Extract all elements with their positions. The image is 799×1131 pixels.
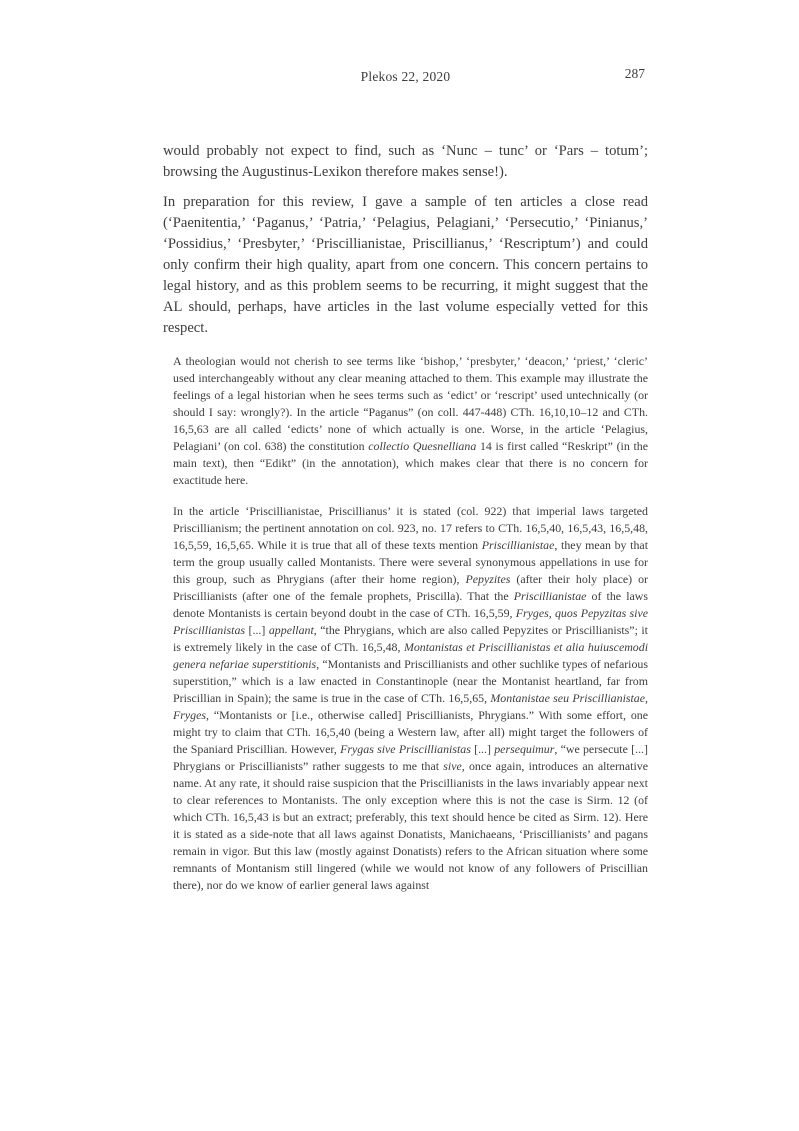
text-run: of the laws denote Montanists is certain beyond doubt in the case of CTh. 16,5,59, bbox=[173, 589, 648, 620]
text-run: In the article ‘Priscillianistae, Priscillianus’ it is stated (col. 922) that imperial laws targeted Priscillianism; the pertinent annotation on col. 923, no. 17 refers to CTh. 16,5,40, 16,5,43, 16,5,48, 16,5,59, 16,5,65. While it is true that all of these texts mention bbox=[173, 504, 648, 552]
text-run: A theologian would not cherish to see terms like ‘bishop,’ ‘presbyter,’ ‘deacon,’ ‘priest,’ ‘cleric’ used interchangeably without any clear meaning attached to them. This example may illustrate the feelings of a legal historian when he sees terms such as ‘edict’ or ‘rescript’ used untechnically (or should I say: wrongly?). In the article “Paganus” (on coll. 447-448) CTh. 16,10,10–12 and CTh. 16,5,63 are all called ‘edicts’ none of which actually is one. Worse, in the article ‘Pelagius, Pelagiani’ (on col. 638) the constitution bbox=[173, 354, 648, 453]
italic-text-run: appellant bbox=[268, 623, 314, 637]
italic-text-run: Priscillianistae bbox=[513, 589, 587, 603]
page-number: 287 bbox=[624, 66, 645, 81]
text-run: 14 is first called “Reskript” (in the main text), then “Edikt” (in the annotation), which makes clear that there is no concern for exactitude here. bbox=[173, 439, 648, 487]
body-paragraph bbox=[163, 141, 648, 183]
italic-text-run: Pepyzites bbox=[465, 572, 511, 586]
body-paragraph bbox=[163, 192, 648, 339]
italic-text-run: sive bbox=[443, 759, 462, 773]
italic-text-run: Montanistae seu Priscillianistae, Fryges bbox=[173, 691, 649, 722]
text-run: , “Montanists and Priscillianists and other suchlike types of nefarious superstition,” which is a law enacted in Constantinople (near the Montanist heartland, far from Priscillian in Spain); the same is true in the case of CTh. 16,5,65, bbox=[173, 657, 649, 705]
running-head bbox=[163, 66, 648, 86]
small-print-paragraph bbox=[173, 353, 648, 489]
text-run: would probably not expect to find, such as ‘Nunc – tunc’ or ‘Pars – totum’; browsing the Augustinus-Lexikon therefore makes sense!). bbox=[163, 143, 648, 180]
text-run: In preparation for this review, I gave a sample of ten articles a close read (‘Paenitentia,’ ‘Paganus,’ ‘Patria,’ ‘Pelagius, Pelagiani,’ ‘Persecutio,’ ‘Pinianus,’ ‘Possidius,’ ‘Presbyter,’ ‘Priscillianistae, Priscillianus,’ ‘Rescriptum’) and could only confirm their high quality, apart from one concern. This concern pertains to legal history, and as this problem seems to be recurring, it might suggest that the AL should, perhaps, have articles in the last volume especially vetted for this respect. bbox=[163, 194, 648, 336]
journal-running-title: Plekos 22, 2020 bbox=[360, 69, 451, 84]
italic-text-run: Priscillianistae bbox=[481, 538, 555, 552]
text-run: [...] bbox=[245, 623, 269, 637]
small-print-paragraph bbox=[173, 503, 648, 894]
text-run: , “we persecute [...] Phrygians or Priscillianists” rather suggests to me that bbox=[173, 742, 648, 773]
italic-text-run: collectio Quesnelliana bbox=[368, 439, 477, 453]
text-run: , “the Phrygians, which are also called Pepyzites or Priscillianists”; it is extremely likely in the case of CTh. 16,5,48, bbox=[173, 623, 648, 654]
text-run: , once again, introduces an alternative name. At any rate, it should raise suspicion that the Priscillianists in the laws invariably appear next to clear references to Montanists. The only exception where this is not the case is Sirm. 12 (of which CTh. 16,5,43 is but an extract; preferably, this text should hence be cited as Sirm. 12). Here it is stated as a side-note that all laws against Donatists, Manichaeans, ‘Priscillianists’ and pagans remain in vigor. But this law (mostly against Donatists) refers to the African situation where some remnants of Montanism still lingered (while we would not know of any followers of Priscillian there), nor do we know of earlier general laws against bbox=[173, 759, 648, 892]
italic-text-run: persequimur bbox=[494, 742, 555, 756]
text-run: , “Montanists or [i.e., otherwise called] Priscillianists, Phrygians.” With some effort, one might try to claim that CTh. 16,5,40 (being a Western law, after all) might target the followers of the Spaniard Priscillian. However, bbox=[173, 708, 648, 756]
text-run: (after their holy place) or Priscillianists (after one of the female prophets, Priscilla). That the bbox=[173, 572, 648, 603]
italic-text-run: Montanistas et Priscillianistas et alia huiuscemodi genera nefariae superstitionis bbox=[173, 640, 649, 671]
article-text-column bbox=[163, 141, 648, 894]
text-run: [...] bbox=[470, 742, 495, 756]
italic-text-run: Frygas sive Priscillianistas bbox=[340, 742, 471, 756]
italic-text-run: Fryges, quos Pepyzitas sive Priscillianistas bbox=[173, 606, 648, 637]
text-run: , they mean by that term the group usually called Montanists. There were several synonymous appellations in use for this group, such as Phrygians (after their home region), bbox=[173, 538, 648, 586]
